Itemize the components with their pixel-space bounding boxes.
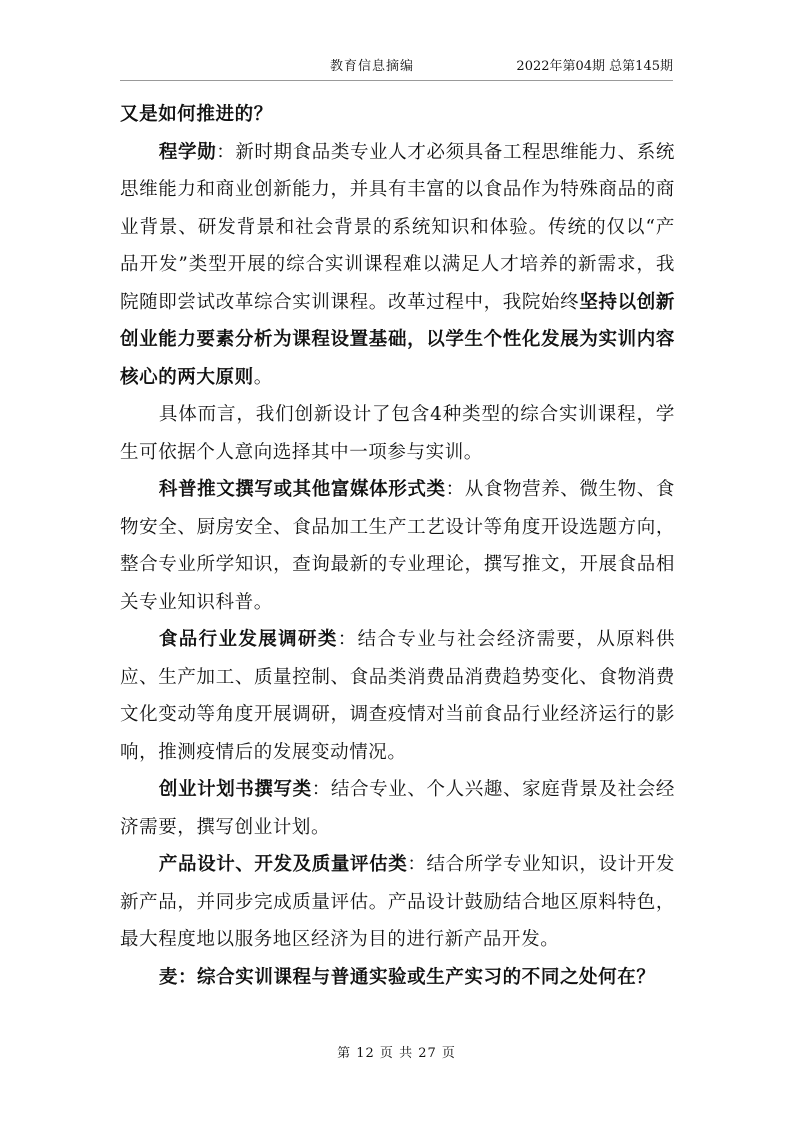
course-type-1-title: 科普推文撰写或其他富媒体形式类 (158, 479, 446, 500)
page-header (0, 55, 793, 77)
issue-number: 2022年第04期 总第145期 (516, 59, 673, 74)
question-continuation: 又是如何推进的？ (120, 104, 273, 125)
publication-title: 教育信息摘编 (330, 59, 415, 74)
course-type-2 (120, 621, 675, 771)
next-question: 麦：综合实训课程与普通实验或生产实习的不同之处何在？ (158, 966, 656, 988)
paragraph-course-types: 具体而言，我们创新设计了包含4种类型的综合实训课程，学生可依据个人意向选择其中一项参与实训。 (120, 404, 675, 463)
answer-paragraph (120, 134, 675, 397)
course-type-1 (120, 471, 675, 621)
course-type-4-title: 产品设计、开发及质量评估类 (158, 854, 408, 875)
header-divider (120, 80, 673, 81)
answer-emphasis: 坚持以创新创业能力要素分析为课程设置基础，以学生个性化发展为实训内容核心的两大原则 (120, 291, 675, 388)
course-type-2-title: 食品行业发展调研类 (158, 629, 338, 650)
course-type-4 (120, 846, 675, 959)
course-type-1-text: ：从食物营养、微生物、食物安全、厨房安全、食品加工生产工艺设计等角度开设选题方向，整合专业所学知识，查询最新的专业理论，撰写推文，开展食品相关专业知识科普。 (120, 479, 675, 613)
course-type-3 (120, 771, 675, 846)
answer-end: 。 (253, 366, 273, 388)
course-type-2-text: ：结合专业与社会经济需要，从原料供应、生产加工、质量控制、食品类消费品消费趋势变化、食物消费文化变动等角度开展调研，调查疫情对当前食品行业经济运行的影响，推测疫情后的发展变动情况。 (120, 629, 675, 763)
article-body (120, 96, 675, 996)
answer-text: ：新时期食品类专业人才必须具备工程思维能力、系统思维能力和商业创新能力，并具有丰富的以食品作为特殊商品的商业背景、研发背景和社会背景的系统知识和体验。传统的仅以“产品开发”类型开展的综合实训课程难以满足人才培养的新需求，我院随即尝试改革综合实训课程。改革过程中，我院始终 (120, 141, 675, 313)
course-type-3-title: 创业计划书撰写类 (158, 779, 312, 800)
course-type-3-text: ：结合专业、个人兴趣、家庭背景及社会经济需要，撰写创业计划。 (120, 779, 675, 838)
course-type-4-text: ：结合所学专业知识，设计开发新产品，并同步完成质量评估。产品设计鼓励结合地区原料特色，最大程度地以服务地区经济为目的进行新产品开发。 (120, 854, 675, 950)
speaker-name: 程学勋 (158, 141, 217, 163)
page-footer: 第 12 页 共 27 页 (337, 1046, 456, 1061)
